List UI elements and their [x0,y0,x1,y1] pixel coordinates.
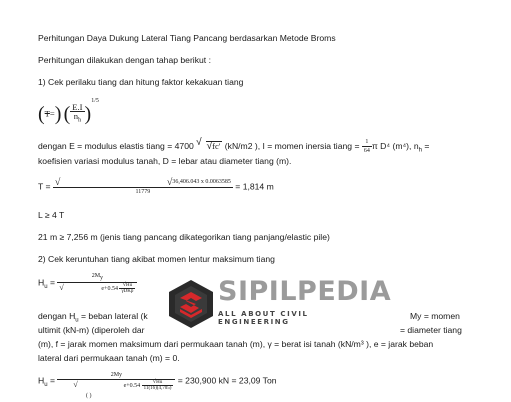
sipilpedia-watermark [166,276,392,334]
formula-t-exponent: 1/5 [91,98,99,104]
watermark-subtitle: ALL ABOUT CIVIL ENGINEERING [218,310,309,326]
definition-line-2: koefisien variasi modulus tanah, D = lebar atau diameter tiang (m). [38,156,292,166]
calculation-hu: $H_u$ = 2My √ e+0.54 $\frac{√Hu}{11(16)(4,705)}$ = 230,900 kN = 23,09 Ton ( ) [38,371,277,399]
calculation-hu-result: = 230,900 kN = 23,09 Ton [177,375,277,386]
formula-hu: $H_u$ = $2M_y$ √ e+0.54 $\frac{√Hu}{\text{γDKp}}$ [38,272,137,302]
formula-hu-fraction: $2M_y$ √ e+0.54 $\frac{√Hu}{\text{γDKp}}$ [57,272,137,294]
hu-definition-line-4: lateral dari permukaan tanah (m) = 0. [38,353,180,363]
sqrt-icon: √ [196,137,202,148]
step-1-heading: 1) Cek perilaku tiang dan hitung faktor kekakuan tiang [38,77,244,87]
intro-text: Perhitungan dilakukan dengan tahap berikut : [38,55,211,65]
calculation-t-fraction: √ √36,406.043 x 0.0063585 11779 [54,177,231,195]
step-2-heading: 2) Cek keruntuhan tiang akibat momen lentur maksimum tiang [38,254,275,264]
condition-text: L ≥ 4 T [38,210,65,220]
formula-t: (T=) ( $\frac{E.I}{n_h}$ )$^{1/5}$ [38,98,99,126]
calculation-t: T = √ √36,406.043 x 0.0063585 11779 = 1,814 m [38,177,274,195]
watermark-title: SIPILPEDIA [218,276,392,307]
definition-line-1: dengan E = modulus elastis tiang = 4700 √ √fc' (kN/m2 ), I = momen inersia tiang = $\frac{1}{64}$ π D⁴ (m⁴), $n_h$ = [38,137,430,154]
hu-definition-line-3: (m), f = jarak momen maksimum dari permukaan tanah (m), γ = berat isi tanah (kN/m³ ), e = jarak beban [38,339,434,349]
document-title: Perhitungan Daya Dukung Lateral Tiang Pancang berdasarkan Metode Broms [38,33,336,43]
hu-definition-line-2-right: = diameter tiang [400,325,462,335]
calculation-hu-fraction: 2My √ e+0.54 $\frac{√Hu}{11(16)(4,705)}$ [57,371,175,391]
sipilpedia-logo-icon [166,278,216,330]
formula-t-lhs: T [44,108,50,119]
inertia-fraction: $\frac{1}{64}$ [363,139,370,154]
hu-definition-line-1-right: My = momen [410,311,460,321]
calculation-hu-paren: ( ) [86,393,92,399]
condition-result: 21 m ≥ 7,256 m (jenis tiang pancang dikategorikan tiang panjang/elastic pile) [38,232,330,242]
hu-definition-line-2: ultimit (kN-m) (diperoleh dar [38,325,145,335]
formula-t-fraction: $\frac{E.I}{n_h}$ [72,102,83,124]
hu-definition-line-1: dengan $H_u$ = beban lateral (k [38,311,148,324]
formula-t-eq: = [49,108,55,119]
